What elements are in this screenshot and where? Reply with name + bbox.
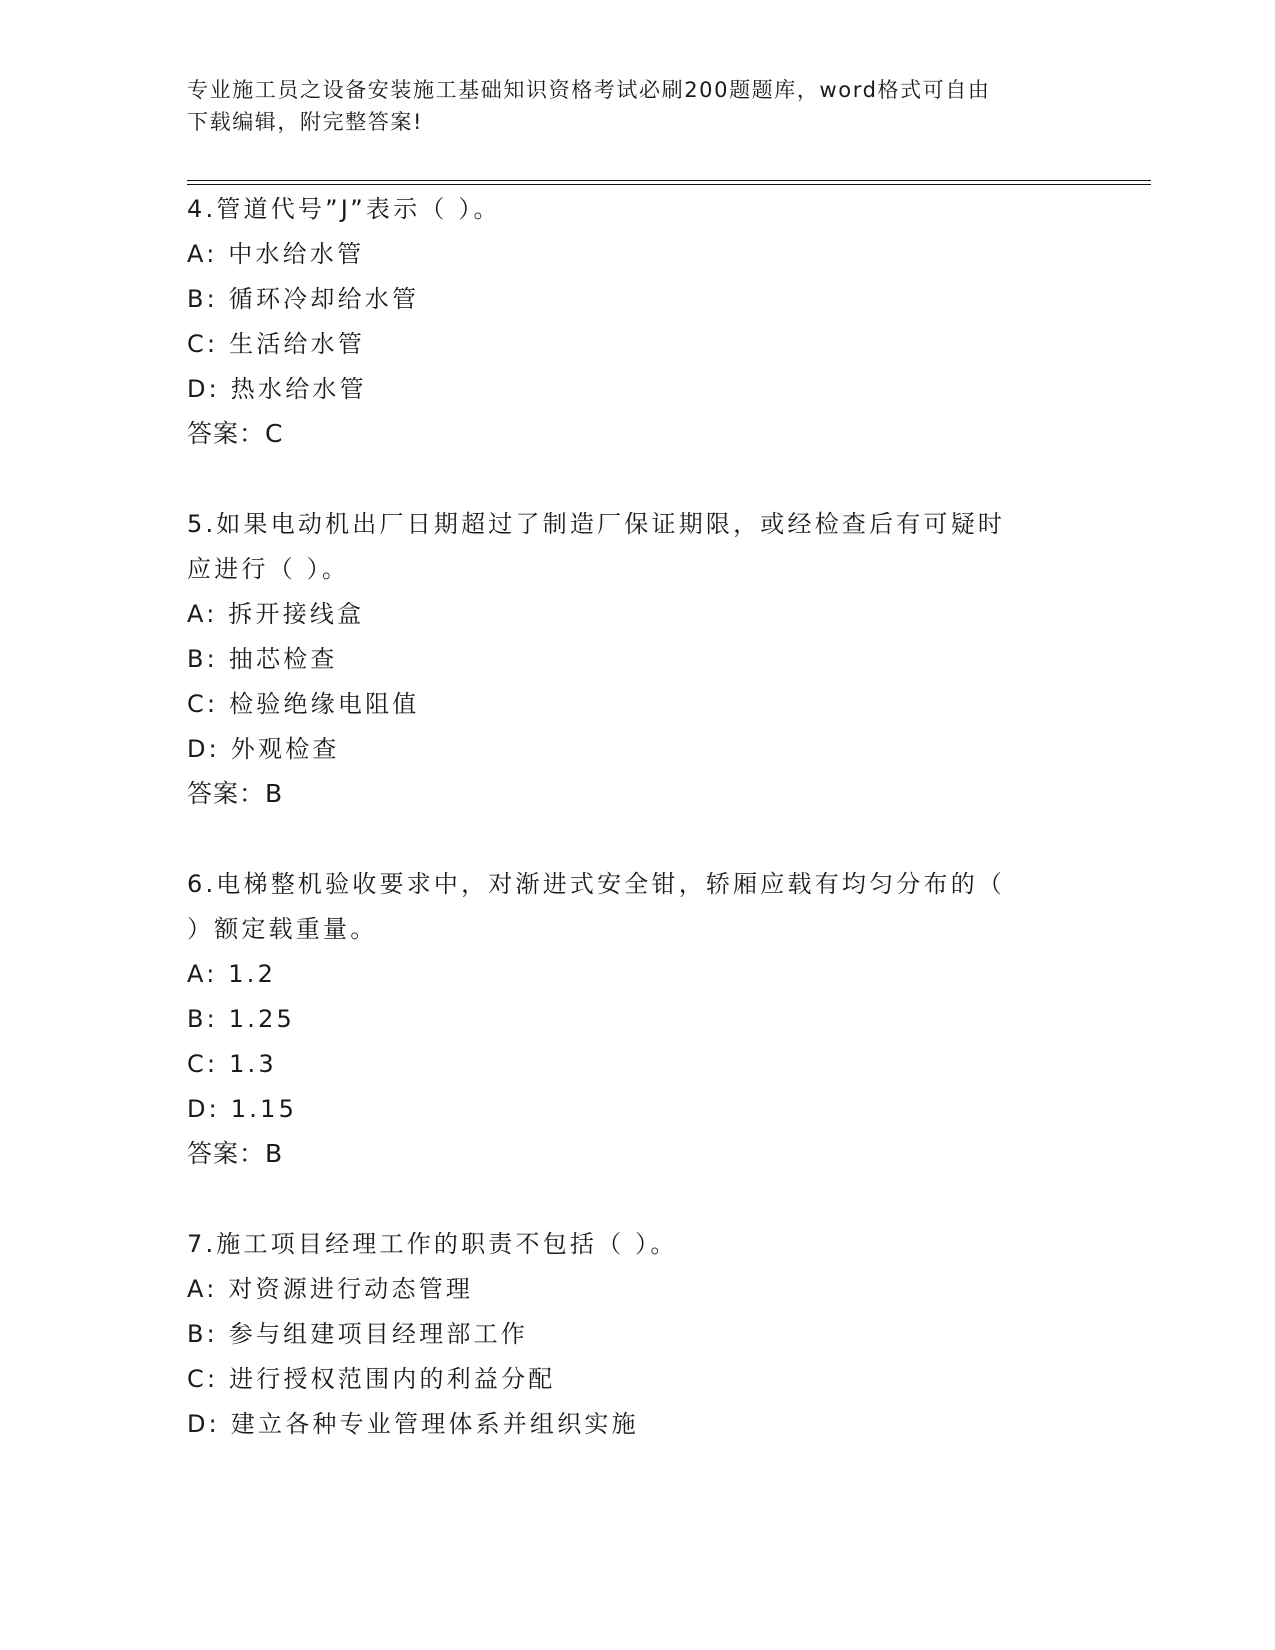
header-divider-top	[187, 180, 1151, 181]
question-4-stem: 4.管道代号”J”表示（ ）。	[187, 195, 501, 223]
question-6-stem-line-2: ）额定载重量。	[187, 915, 378, 943]
question-5-option-b: B: 抽芯检查	[187, 645, 338, 673]
question-6-option-a: A: 1.2	[187, 960, 277, 988]
question-6-option-b: B: 1.25	[187, 1005, 296, 1033]
question-5-option-a: A: 拆开接线盒	[187, 600, 365, 628]
question-7-option-a: A: 对资源进行动态管理	[187, 1275, 474, 1303]
question-7-stem: 7.施工项目经理工作的职责不包括（ ）。	[187, 1230, 678, 1258]
question-6-answer: 答案：B	[187, 1139, 284, 1168]
question-5-answer: 答案：B	[187, 779, 284, 808]
question-4-answer: 答案：C	[187, 419, 284, 448]
header-divider-bottom	[187, 184, 1151, 185]
question-6-option-d: D: 1.15	[187, 1095, 298, 1123]
question-5-option-d: D: 外观检查	[187, 735, 340, 763]
question-4-option-c: C: 生活给水管	[187, 330, 366, 358]
question-5-stem-line-1: 5.如果电动机出厂日期超过了制造厂保证期限，或经检查后有可疑时	[187, 510, 1006, 538]
header-line-1: 专业施工员之设备安装施工基础知识资格考试必刷200题题库，word格式可自由	[187, 78, 991, 102]
question-4-option-a: A: 中水给水管	[187, 240, 365, 268]
question-4-option-d: D: 热水给水管	[187, 375, 367, 403]
question-6-stem-line-1: 6.电梯整机验收要求中，对渐进式安全钳，轿厢应载有均匀分布的（	[187, 870, 1006, 898]
question-7-option-d: D: 建立各种专业管理体系并组织实施	[187, 1410, 639, 1438]
question-6-option-c: C: 1.3	[187, 1050, 277, 1078]
document-header	[187, 74, 1067, 138]
header-line-2: 下载编辑，附完整答案!	[187, 110, 424, 134]
question-7-option-b: B: 参与组建项目经理部工作	[187, 1320, 528, 1348]
question-5-stem-line-2: 应进行（ ）。	[187, 555, 350, 583]
question-5-option-c: C: 检验绝缘电阻值	[187, 690, 420, 718]
question-4-option-b: B: 循环冷却给水管	[187, 285, 420, 313]
question-7-option-c: C: 进行授权范围内的利益分配	[187, 1365, 556, 1393]
